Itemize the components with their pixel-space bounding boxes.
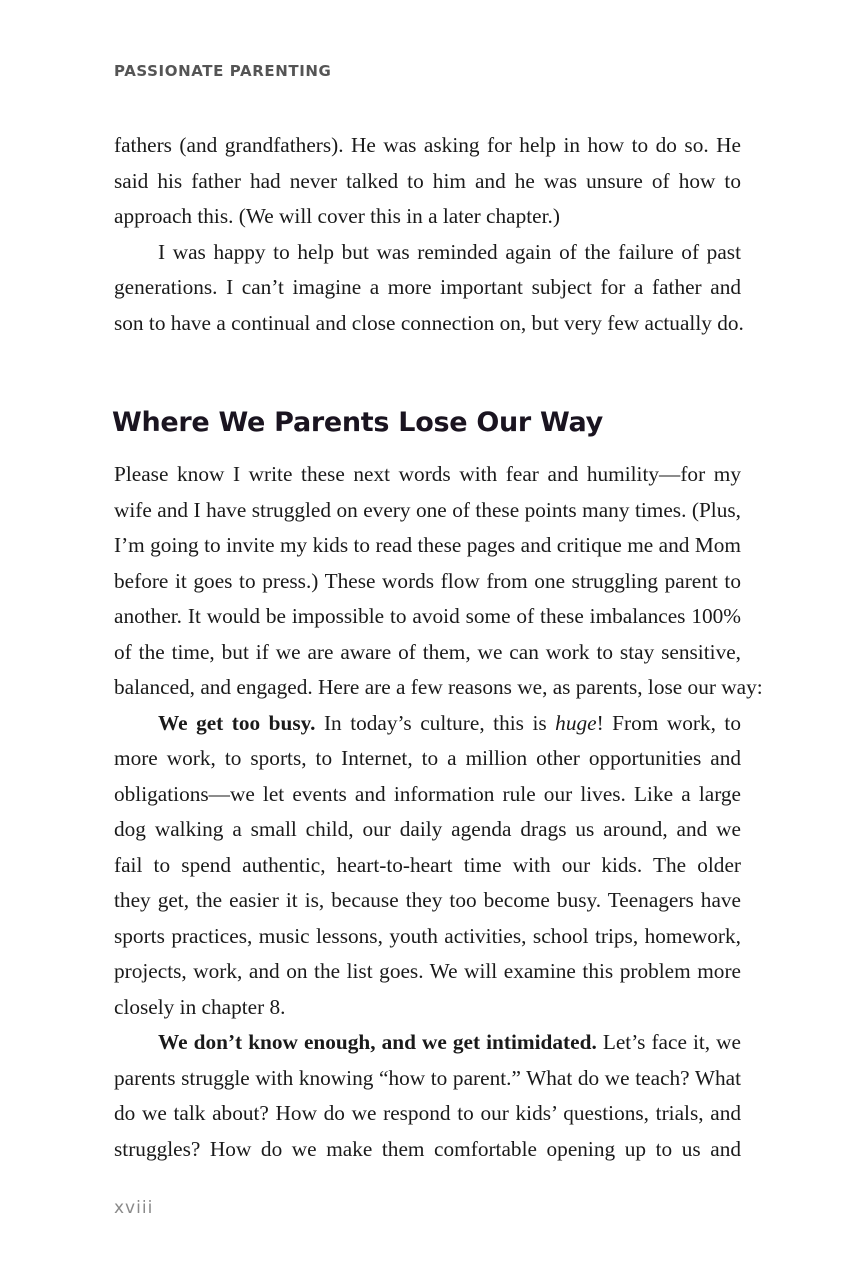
text-line: closely in chapter 8. [114,994,286,1019]
text-run: ! From work, to [596,710,741,735]
text-line: projects, work, and on the list goes. We will examine this problem more [114,959,741,983]
text-line: sports practices, music lessons, youth activities, school trips, homework, [114,923,741,948]
text-line: more work, to sports, to Internet, to a million other opportunities and [114,746,741,770]
text-line: they get, the easier it is, because they too become busy. Teenagers have [114,888,741,912]
running-head: PASSIONATE PARENTING [114,62,332,80]
text-line: struggles? How do we make them comfortable opening up to us and [114,1136,741,1161]
text-line: before it goes to press.) These words flow from one struggling parent to [114,568,741,593]
text-line: balanced, and engaged. Here are a few reasons we, as parents, lose our way: [114,675,763,699]
section-body [114,457,763,1167]
opening-text [114,128,744,341]
busy-lead: We get too busy. [158,710,316,735]
text-line: son to have a continual and close connection on, but very few actually do. [114,310,744,335]
page-number: xviii [114,1198,154,1218]
section-heading: Where We Parents Lose Our Way [112,407,603,438]
text-line: I’m going to invite my kids to read these pages and critique me and Mom [114,533,741,557]
text-line: another. It would be impossible to avoid some of these imbalances 100% [114,604,741,628]
text-line: Please know I write these next words with fear and humility—for my [114,462,741,486]
text-line: do we talk about? How do we respond to our kids’ questions, trials, and [114,1101,741,1125]
intimidated-lead: We don’t know enough, and we get intimidated. [158,1030,597,1054]
intimidated-paragraph-first-line [114,1025,741,1061]
text-line: said his father had never talked to him and he was unsure of how to [114,168,741,193]
text-line: I was happy to help but was reminded again of the failure of past [158,239,741,264]
text-line: approach this. (We will cover this in a later chapter.) [114,204,560,228]
text-run: Let’s face it, we [596,1030,741,1054]
text-line: of the time, but if we are aware of them, we can work to stay sensitive, [114,639,741,664]
text-run: In today’s culture, this is [315,710,556,735]
text-line: fathers (and grandfathers). He was asking for help in how to do so. He [114,133,741,157]
text-line: fail to spend authentic, heart-to-heart time with our kids. The older [114,852,741,877]
text-line: obligations—we let events and information rule our lives. Like a large [114,781,741,806]
text-line: generations. I can’t imagine a more important subject for a father and [114,275,741,299]
emphasis: huge [555,710,597,735]
text-line: parents struggle with knowing “how to parent.” What do we teach? What [114,1065,741,1090]
busy-paragraph-first-line [114,706,741,742]
text-line: wife and I have struggled on every one of these points many times. (Plus, [114,497,741,522]
text-line: dog walking a small child, our daily agenda drags us around, and we [114,817,741,841]
